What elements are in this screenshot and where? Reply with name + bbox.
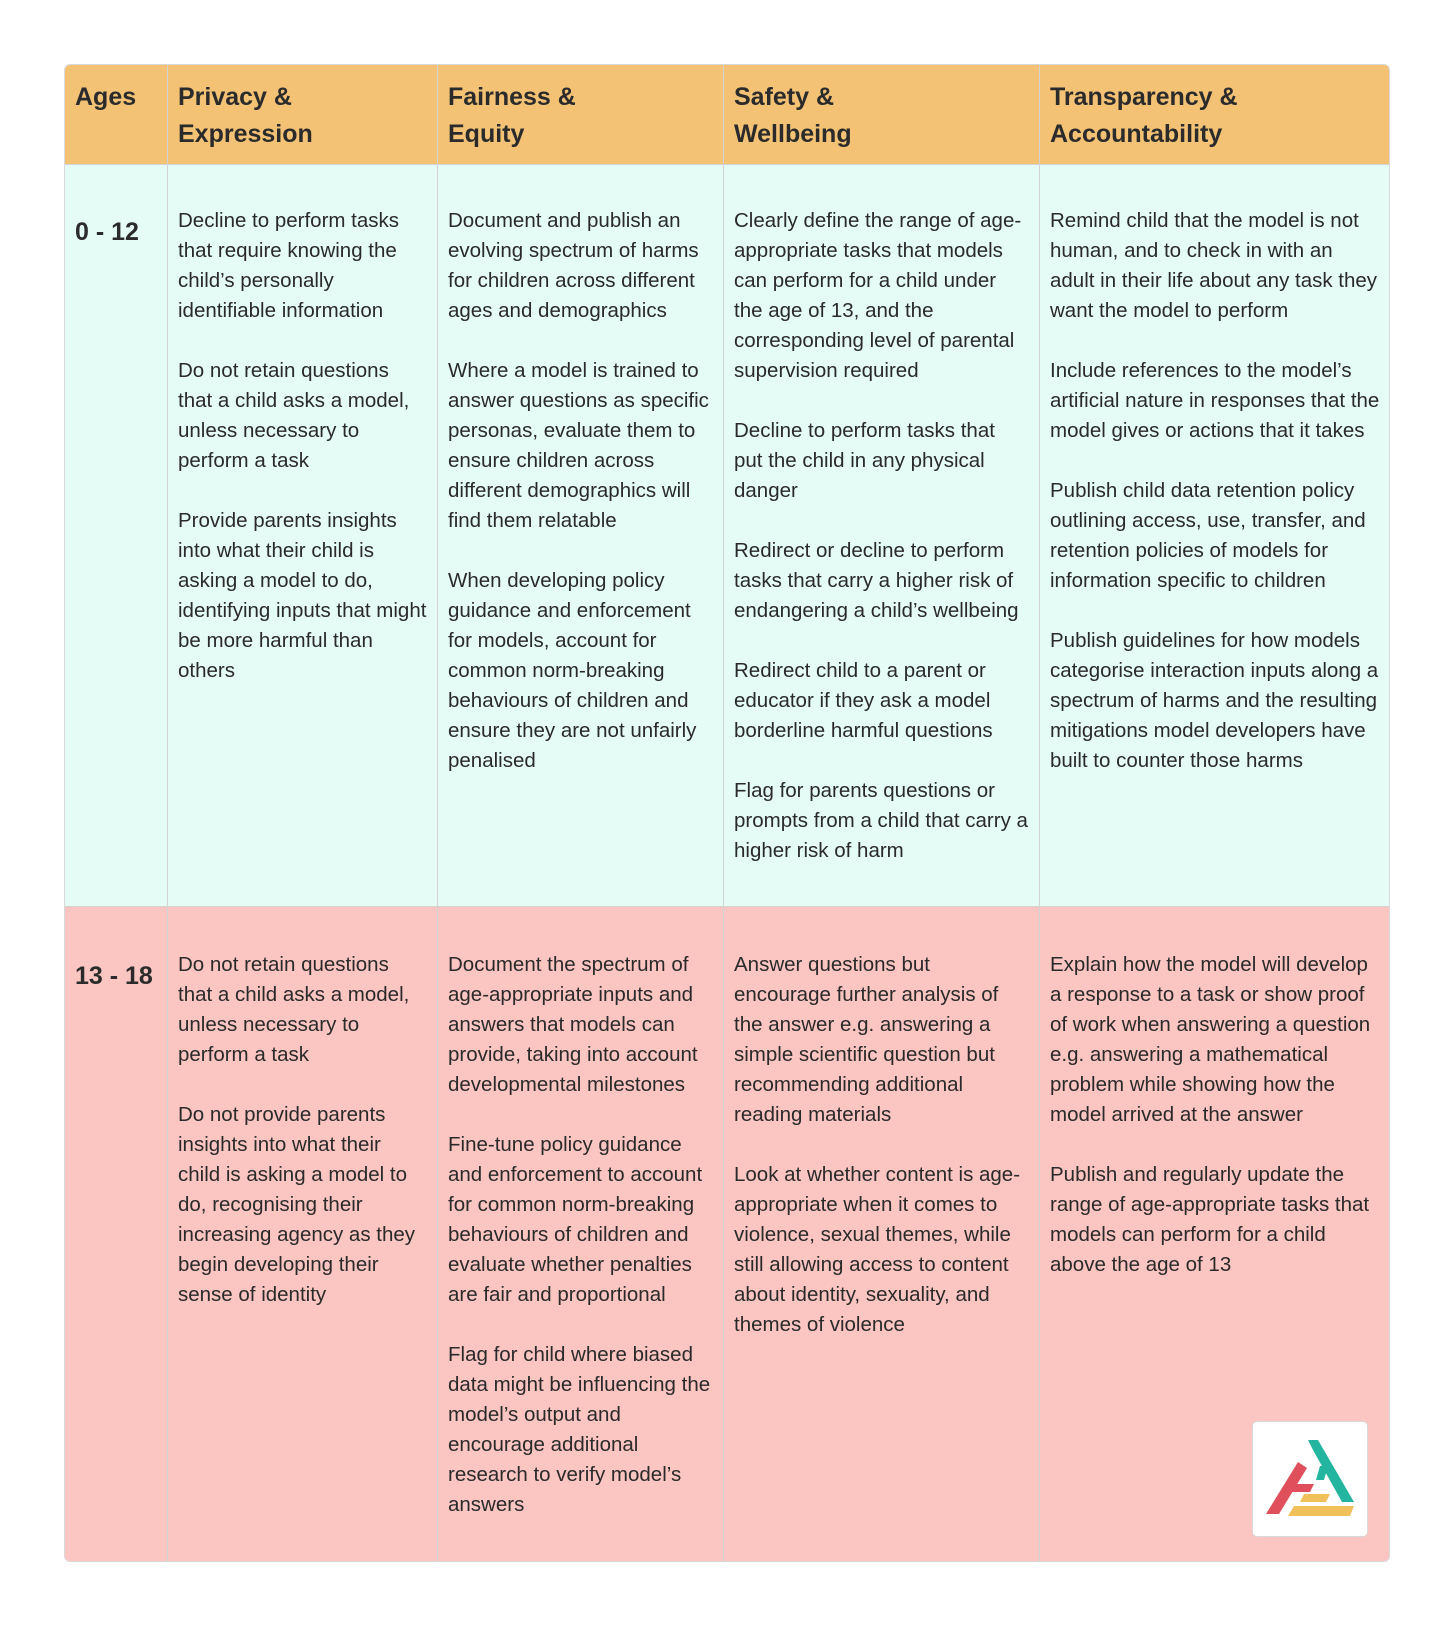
cell-safety-0-12 xyxy=(724,164,1040,906)
age-cell-0-12 xyxy=(65,164,168,906)
triangle-logo-icon xyxy=(1264,1436,1356,1522)
guideline-text: Where a model is trained to answer questions as specific personas, evaluate them to ensure children across different demographics will find them relatable xyxy=(448,359,709,532)
guideline-text: Explain how the model will develop a response to a task or show proof of work when answering a question e.g. answering a mathematical problem while showing how the model arrived at the answer xyxy=(1050,953,1371,1126)
header-label-line: Wellbeing xyxy=(734,120,852,148)
header-transparency-accountability xyxy=(1040,65,1390,164)
header-safety-wellbeing xyxy=(724,65,1040,164)
guideline-text: Publish guidelines for how models categorise interaction inputs along a spectrum of harms and the resulting mitigations model developers have built to counter those harms xyxy=(1050,629,1379,772)
header-label-line: Privacy & xyxy=(178,83,292,111)
guideline-text: Redirect or decline to perform tasks that carry a higher risk of endangering a child’s wellbeing xyxy=(734,539,1019,622)
header-ages xyxy=(65,65,168,164)
logo-badge xyxy=(1252,1421,1368,1537)
cell-privacy-13-18 xyxy=(168,906,438,1562)
guideline-text: Clearly define the range of age-appropriate tasks that models can perform for a child under the age of 13, and the corresponding level of parental supervision required xyxy=(734,209,1022,382)
guideline-text: Fine-tune policy guidance and enforcement to account for common norm-breaking behaviours of children and evaluate whether penalties are fair and proportional xyxy=(448,1133,703,1306)
guideline-text: Flag for child where biased data might be influencing the model’s output and encourage additional research to verify model’s answers xyxy=(448,1343,711,1516)
guideline-text: Do not retain questions that a child asks a model, unless necessary to perform a task xyxy=(178,953,410,1066)
cell-safety-13-18 xyxy=(724,906,1040,1562)
cell-fairness-13-18 xyxy=(438,906,724,1562)
guideline-text: Publish and regularly update the range of age-appropriate tasks that models can perform for a child above the age of 13 xyxy=(1050,1163,1370,1276)
guideline-text: Publish child data retention policy outlining access, use, transfer, and retention policies of models for information specific to children xyxy=(1050,479,1366,592)
guidelines-table xyxy=(64,64,1390,1562)
age-cell-13-18 xyxy=(65,906,168,1562)
header-label-line: Expression xyxy=(178,120,313,148)
header-label-line: Safety & xyxy=(734,83,835,111)
age-label: 0 - 12 xyxy=(75,218,139,246)
guideline-text: Redirect child to a parent or educator if they ask a model borderline harmful questions xyxy=(734,659,993,742)
header-label-line: Equity xyxy=(448,120,525,148)
header-ages-label: Ages xyxy=(75,83,137,111)
guideline-text: Document and publish an evolving spectrum of harms for children across different ages and demographics xyxy=(448,209,699,322)
guideline-text: Include references to the model’s artificial nature in responses that the model gives or actions that it takes xyxy=(1050,359,1380,442)
header-privacy-expression xyxy=(168,65,438,164)
cell-fairness-0-12 xyxy=(438,164,724,906)
header-label-line: Fairness & xyxy=(448,83,576,111)
header-label-line: Transparency & xyxy=(1050,83,1238,111)
header-label-line: Accountability xyxy=(1050,120,1223,148)
cell-transparency-0-12 xyxy=(1040,164,1390,906)
age-label: 13 - 18 xyxy=(75,962,153,990)
guideline-text: Remind child that the model is not human, and to check in with an adult in their life about any task they want the model to perform xyxy=(1050,209,1378,322)
cell-privacy-0-12 xyxy=(168,164,438,906)
guideline-text: Answer questions but encourage further analysis of the answer e.g. answering a simple scientific question but recommending additional reading materials xyxy=(734,953,999,1126)
header-fairness-equity xyxy=(438,65,724,164)
guideline-text: Document the spectrum of age-appropriate inputs and answers that models can provide, taking into account developmental milestones xyxy=(448,953,698,1096)
guideline-text: Decline to perform tasks that put the child in any physical danger xyxy=(734,419,995,502)
guideline-text: Decline to perform tasks that require knowing the child’s personally identifiable information xyxy=(178,209,400,322)
guideline-text: Provide parents insights into what their child is asking a model to do, identifying inputs that might be more harmful than others xyxy=(178,509,427,682)
guideline-text: Do not retain questions that a child asks a model, unless necessary to perform a task xyxy=(178,359,410,472)
guideline-text: Look at whether content is age-appropriate when it comes to violence, sexual themes, while still allowing access to content about identity, sexuality, and themes of violence xyxy=(734,1163,1021,1336)
guideline-text: Do not provide parents insights into what their child is asking a model to do, recognising their increasing agency as they begin developing their sense of identity xyxy=(178,1103,416,1306)
guideline-text: When developing policy guidance and enforcement for models, account for common norm-breaking behaviours of children and ensure they are not unfairly penalised xyxy=(448,569,697,772)
guideline-text: Flag for parents questions or prompts from a child that carry a higher risk of harm xyxy=(734,779,1028,862)
